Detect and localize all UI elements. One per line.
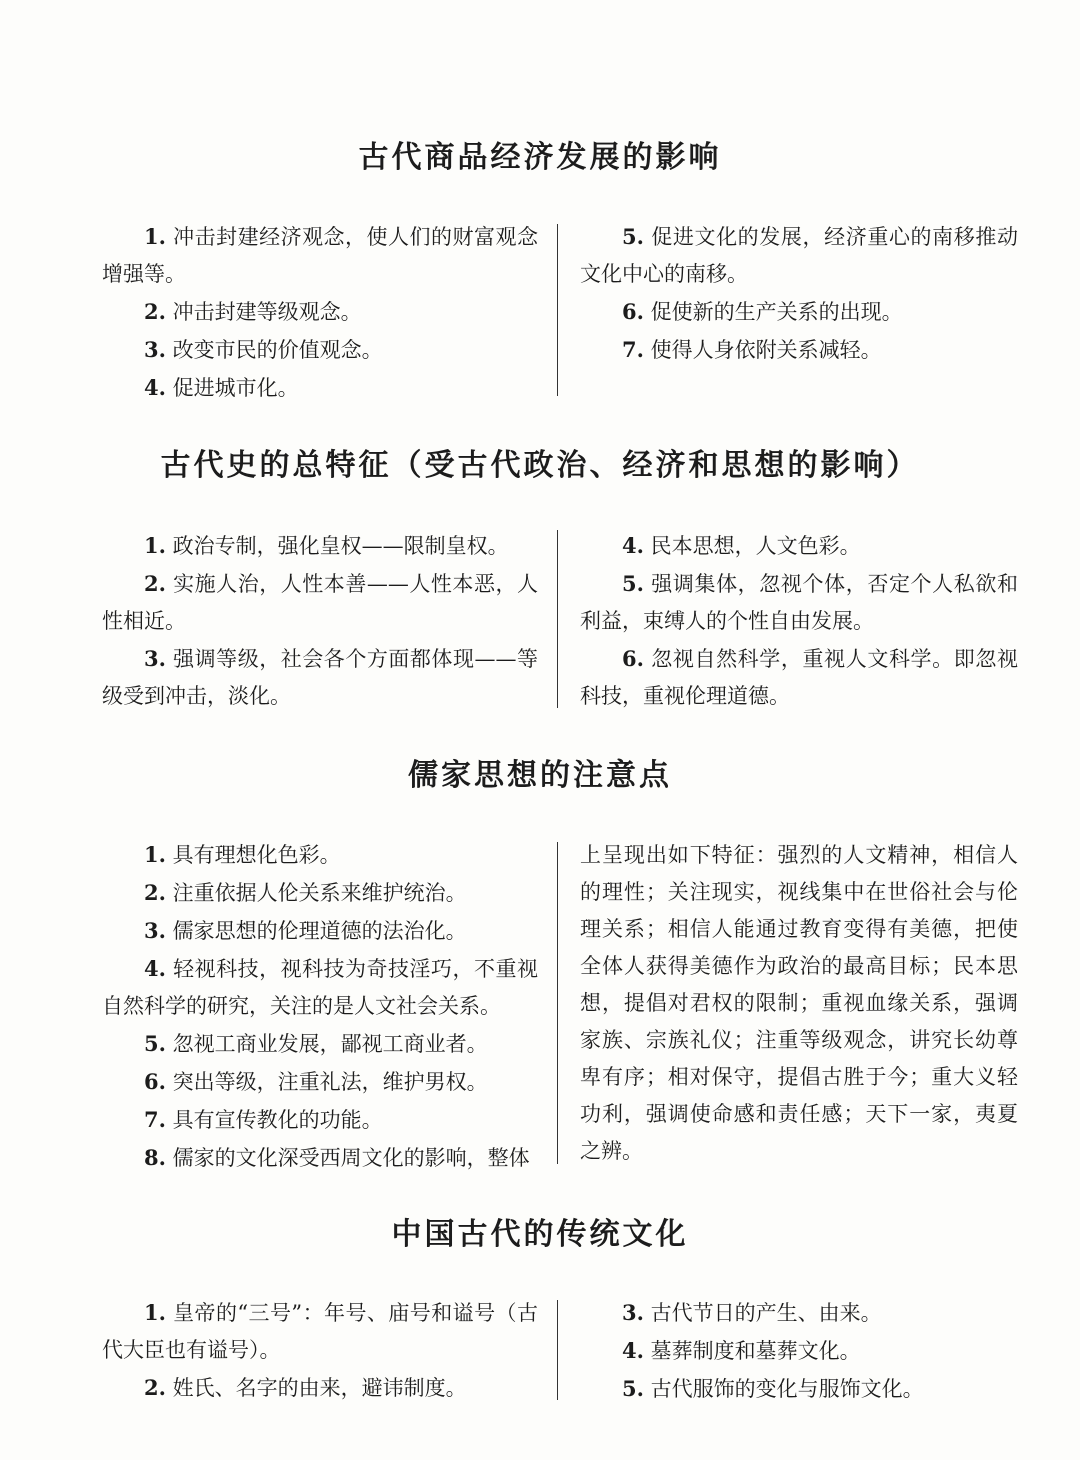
list-item: 5. 促进文化的发展，经济重心的南移推动文化中心的南移。 <box>580 224 1018 286</box>
list-item-continuation: 上呈现出如下特征：强烈的人文精神，相信人的理性；关注现实，视线集中在世俗社会与伦理关系；相信人能通过教育变得有美德，把使全体人获得美德作为政治的最高目标；民本思想，提倡对君权的限制；重视血缘关系，强调家族、宗族礼仪；注重等级观念，讲究长幼尊卑有序；相对保守，提倡古胜于今；重大义轻功利，强调使命感和责任感；天下一家，夷夏之辨。 <box>580 843 1018 1163</box>
list-item: 4. 促进城市化。 <box>144 375 299 400</box>
list-item: 7. 使得人身依附关系减轻。 <box>622 337 882 362</box>
list-item: 2. 冲击封建等级观念。 <box>144 299 362 324</box>
list-item: 2. 实施人治，人性本善——人性本恶，人性相近。 <box>102 571 538 633</box>
list-item: 7. 具有宣传教化的功能。 <box>144 1107 383 1132</box>
list-item: 2. 注重依据人伦关系来维护统治。 <box>144 880 467 905</box>
section-title-commodity-economy: 古代商品经济发展的影响 <box>358 140 722 175</box>
list-item: 6. 促使新的生产关系的出现。 <box>622 299 903 324</box>
list-item: 1. 皇帝的“三号”：年号、庙号和谥号（古代大臣也有谥号）。 <box>102 1300 538 1362</box>
left-column <box>102 527 538 715</box>
section-title-confucianism-notes: 儒家思想的注意点 <box>408 758 672 793</box>
right-column <box>580 218 1018 369</box>
list-item: 1. 具有理想化色彩。 <box>144 842 341 867</box>
left-column <box>102 1294 538 1407</box>
column-divider <box>557 530 558 708</box>
list-item: 3. 改变市民的价值观念。 <box>144 337 383 362</box>
list-item: 3. 儒家思想的伦理道德的法治化。 <box>144 918 467 943</box>
right-column <box>580 527 1018 715</box>
list-item: 5. 古代服饰的变化与服饰文化。 <box>622 1376 924 1401</box>
list-item: 2. 姓氏、名字的由来，避讳制度。 <box>144 1375 467 1400</box>
list-item: 1. 冲击封建经济观念，使人们的财富观念增强等。 <box>102 224 538 286</box>
list-item: 4. 民本思想，人文色彩。 <box>622 533 861 558</box>
list-item: 6. 忽视自然科学，重视人文科学。即忽视科技，重视伦理道德。 <box>580 646 1018 708</box>
list-item: 6. 突出等级，注重礼法，维护男权。 <box>144 1069 488 1094</box>
list-item: 4. 轻视科技，视科技为奇技淫巧，不重视自然科学的研究，关注的是人文社会关系。 <box>102 956 538 1018</box>
list-item: 5. 忽视工商业发展，鄙视工商业者。 <box>144 1031 488 1056</box>
section-title-ancient-history-features: 古代史的总特征（受古代政治、经济和思想的影响） <box>160 448 920 483</box>
list-item: 8. 儒家的文化深受西周文化的影响，整体 <box>144 1145 530 1170</box>
list-item: 4. 墓葬制度和墓葬文化。 <box>622 1338 861 1363</box>
section-title-traditional-culture: 中国古代的传统文化 <box>391 1217 689 1252</box>
left-column <box>102 218 538 407</box>
left-column <box>102 836 538 1177</box>
list-item: 1. 政治专制，强化皇权——限制皇权。 <box>144 533 509 558</box>
list-item: 3. 古代节日的产生、由来。 <box>622 1300 882 1325</box>
right-column <box>580 836 1018 1170</box>
list-item: 3. 强调等级，社会各个方面都体现——等级受到冲击，淡化。 <box>102 646 538 708</box>
column-divider <box>557 224 558 396</box>
column-divider <box>557 1300 558 1400</box>
column-divider <box>557 842 558 1164</box>
list-item: 5. 强调集体，忽视个体，否定个人私欲和利益，束缚人的个性自由发展。 <box>580 571 1018 633</box>
right-column <box>580 1294 1018 1408</box>
